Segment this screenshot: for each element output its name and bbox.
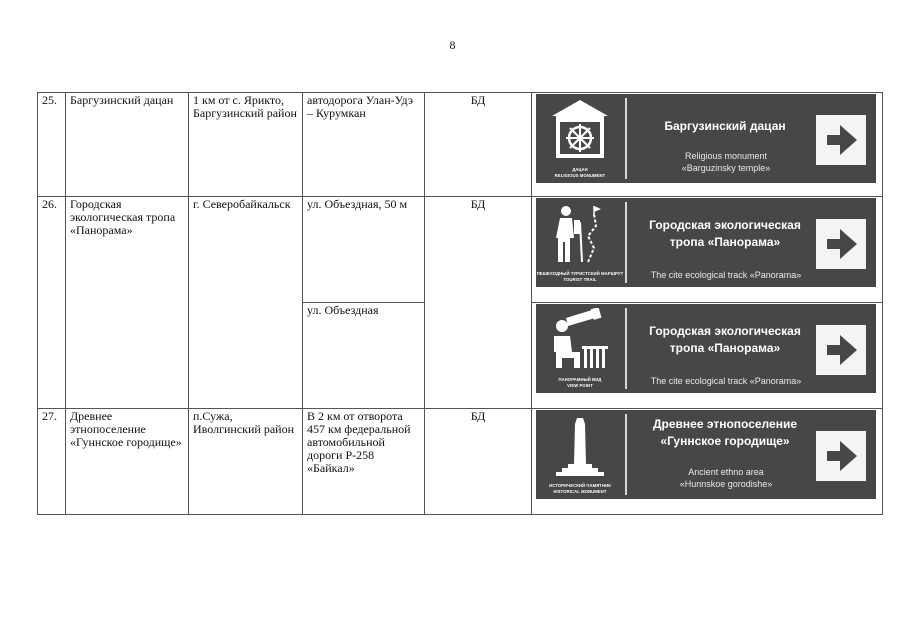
right-arrow-icon [816,115,866,165]
hiker-trail-icon [548,202,612,268]
sign-cell [532,303,883,409]
road-sign [536,198,876,287]
object-name: Баргузинский дацан [66,93,189,197]
sign-subtitle: The cite ecological track «Panorama» [650,376,802,386]
sign-cell [532,93,883,197]
object-location: г. Северобайкальск [189,197,303,409]
direction-arrow-box [816,325,866,375]
row-number: 26. [38,197,66,409]
table-row [38,197,883,303]
row-number: 25. [38,93,66,197]
pictogram-caption: ПЕШЕХОДНЫЙ ТУРИСТСКИЙ МАРШРУТ TOURIST TRAIL [536,271,624,282]
viewpoint-binoculars-icon [548,308,612,374]
page-number: 8 [449,38,456,52]
sign-title: Городская экологическая тропа «Панорама» [649,218,801,249]
datsan-dharma-wheel-icon [548,98,612,164]
table-row [38,409,883,515]
road-category: БД [425,93,532,197]
right-arrow-icon [816,219,866,269]
sign-cell [532,197,883,303]
object-location: п.Сужа, Иволгинский район [189,409,303,515]
object-name: Древнее этнопоселение «Гуннское городище» [66,409,189,515]
sign-pictogram-panel [536,198,624,287]
right-arrow-icon [816,431,866,481]
pictogram-caption: ДАЦАН RELIGIOUS MONUMENT [554,167,606,178]
road-category: БД [425,409,532,515]
road-category: БД [425,197,532,409]
sign-subtitle: Ancient ethno area «Hunnskoe gorodishe» [679,467,773,489]
object-location: 1 км от с. Ярикто, Баргузинский район [189,93,303,197]
right-arrow-icon [816,325,866,375]
access-road: автодорога Улан-Удэ – Курумкан [303,93,425,197]
direction-arrow-box [816,219,866,269]
access-road: ул. Объездная, 50 м [303,197,425,303]
sign-pictogram-panel [536,94,624,183]
direction-arrow-box [816,431,866,481]
sign-divider [625,414,627,495]
sign-title: Городская экологическая тропа «Панорама» [649,324,801,355]
row-number: 27. [38,409,66,515]
access-road: ул. Объездная [303,303,425,409]
road-sign [536,304,876,393]
sign-divider [625,98,627,179]
sign-subtitle: Religious monument «Barguzinsky temple» [681,151,771,173]
sign-title: Баргузинский дацан [664,119,786,133]
direction-arrow-box [816,115,866,165]
sign-pictogram-panel [536,304,624,393]
sign-cell [532,409,883,515]
sign-pictogram-panel [536,410,624,499]
sign-title: Древнее этнопоселение «Гуннское городище» [653,417,797,448]
road-sign [536,94,876,183]
objects-table [37,92,883,515]
pictogram-caption: ИСТОРИЧЕСКИЙ ПАМЯТНИК HISTORICAL MONUMENT [549,483,611,494]
sign-divider [625,202,627,283]
sign-subtitle: The cite ecological track «Panorama» [650,270,802,280]
access-road: В 2 км от отворота 457 км федеральной автомобильной дороги Р-258 «Байкал» [303,409,425,515]
table-row [38,93,883,197]
obelisk-monument-icon [548,414,612,480]
road-sign [536,410,876,499]
sign-divider [625,308,627,389]
object-name: Городская экологическая тропа «Панорама» [66,197,189,409]
pictogram-caption: ПАНОРАМНЫЙ ВИД VIEW POINT [558,377,602,388]
